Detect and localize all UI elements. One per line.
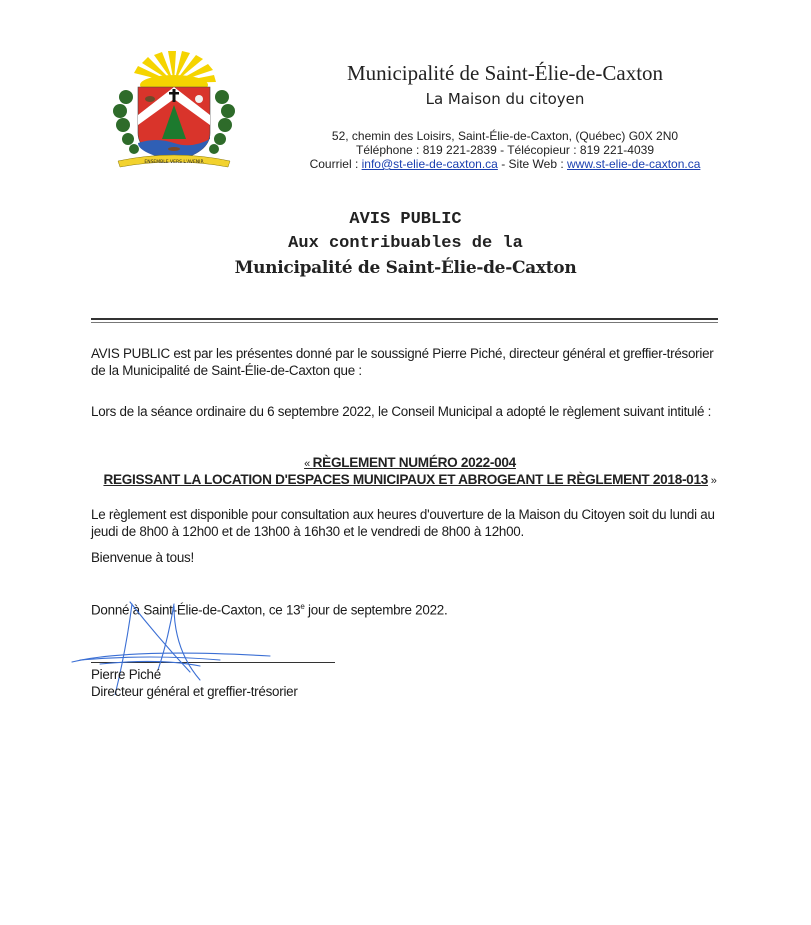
intro-paragraph: AVIS PUBLIC est par les présentes donné par le soussigné Pierre Piché, directeur général et greffier-trésorier de la Municipalité de Saint-Élie-de-Caxton que :	[91, 346, 714, 378]
motto-text: ENSEMBLE VERS L'AVENIR	[144, 160, 204, 165]
divider-rule-secondary	[91, 322, 718, 323]
notice-municipality: Municipalité de Saint-Élie-de-Caxton	[234, 258, 577, 278]
regulation-number: RÈGLEMENT NUMÉRO 2022-004	[312, 455, 516, 470]
ordinal-suffix: e	[300, 602, 305, 611]
regulation-subject: REGISSANT LA LOCATION D'ESPACES MUNICIPAUX ET ABROGEANT LE RÈGLEMENT 2018-013	[103, 472, 708, 487]
shield-icon	[138, 87, 210, 161]
given-prefix: Donné à Saint-Élie-de-Caxton, ce 13	[91, 602, 301, 618]
close-quote: »	[707, 475, 717, 487]
municipality-title: Municipalité de Saint-Élie-de-Caxton	[346, 61, 664, 85]
signatory-name: Pierre Piché	[91, 667, 161, 682]
welcome-text: Bienvenue à tous!	[91, 550, 194, 565]
email-label: Courriel :	[309, 157, 362, 171]
meeting-paragraph: Lors de la séance ordinaire du 6 septembre 2022, le Conseil Municipal a adopté le règlement suivant intitulé :	[91, 404, 712, 419]
municipality-subtitle: La Maison du citoyen	[425, 90, 585, 108]
coat-of-arms-logo	[110, 45, 238, 170]
signatory-title: Directeur général et greffier-trésorier	[91, 684, 298, 699]
divider-rule	[91, 318, 718, 320]
regulation-title-line-2	[80, 471, 740, 490]
notice-audience: Aux contribuables de la	[288, 234, 523, 253]
motto-ribbon	[118, 155, 230, 167]
web-label: - Site Web :	[497, 157, 567, 171]
phone-fax: Téléphone : 819 221-2839 - Télécopieur : 819 221-4039	[355, 143, 654, 157]
given-suffix: jour de septembre 2022.	[304, 602, 448, 618]
address: 52, chemin des Loisirs, Saint-Élie-de-Caxton, (Québec) G0X 2N0	[331, 129, 679, 143]
notice-heading: AVIS PUBLIC	[349, 210, 462, 229]
contact-line	[270, 157, 740, 171]
email-link[interactable]: info@st-elie-de-caxton.ca	[361, 157, 498, 171]
open-quote: «	[304, 458, 313, 470]
website-link[interactable]: www.st-elie-de-caxton.ca	[567, 157, 701, 171]
availability-paragraph: Le règlement est disponible pour consultation aux heures d'ouverture de la Maison du Citoyen soit du lundi au jeudi de 8h00 à 12h00 et de 13h00 à 16h30 et le vendredi de 8h00 à 12h00.	[91, 507, 715, 539]
